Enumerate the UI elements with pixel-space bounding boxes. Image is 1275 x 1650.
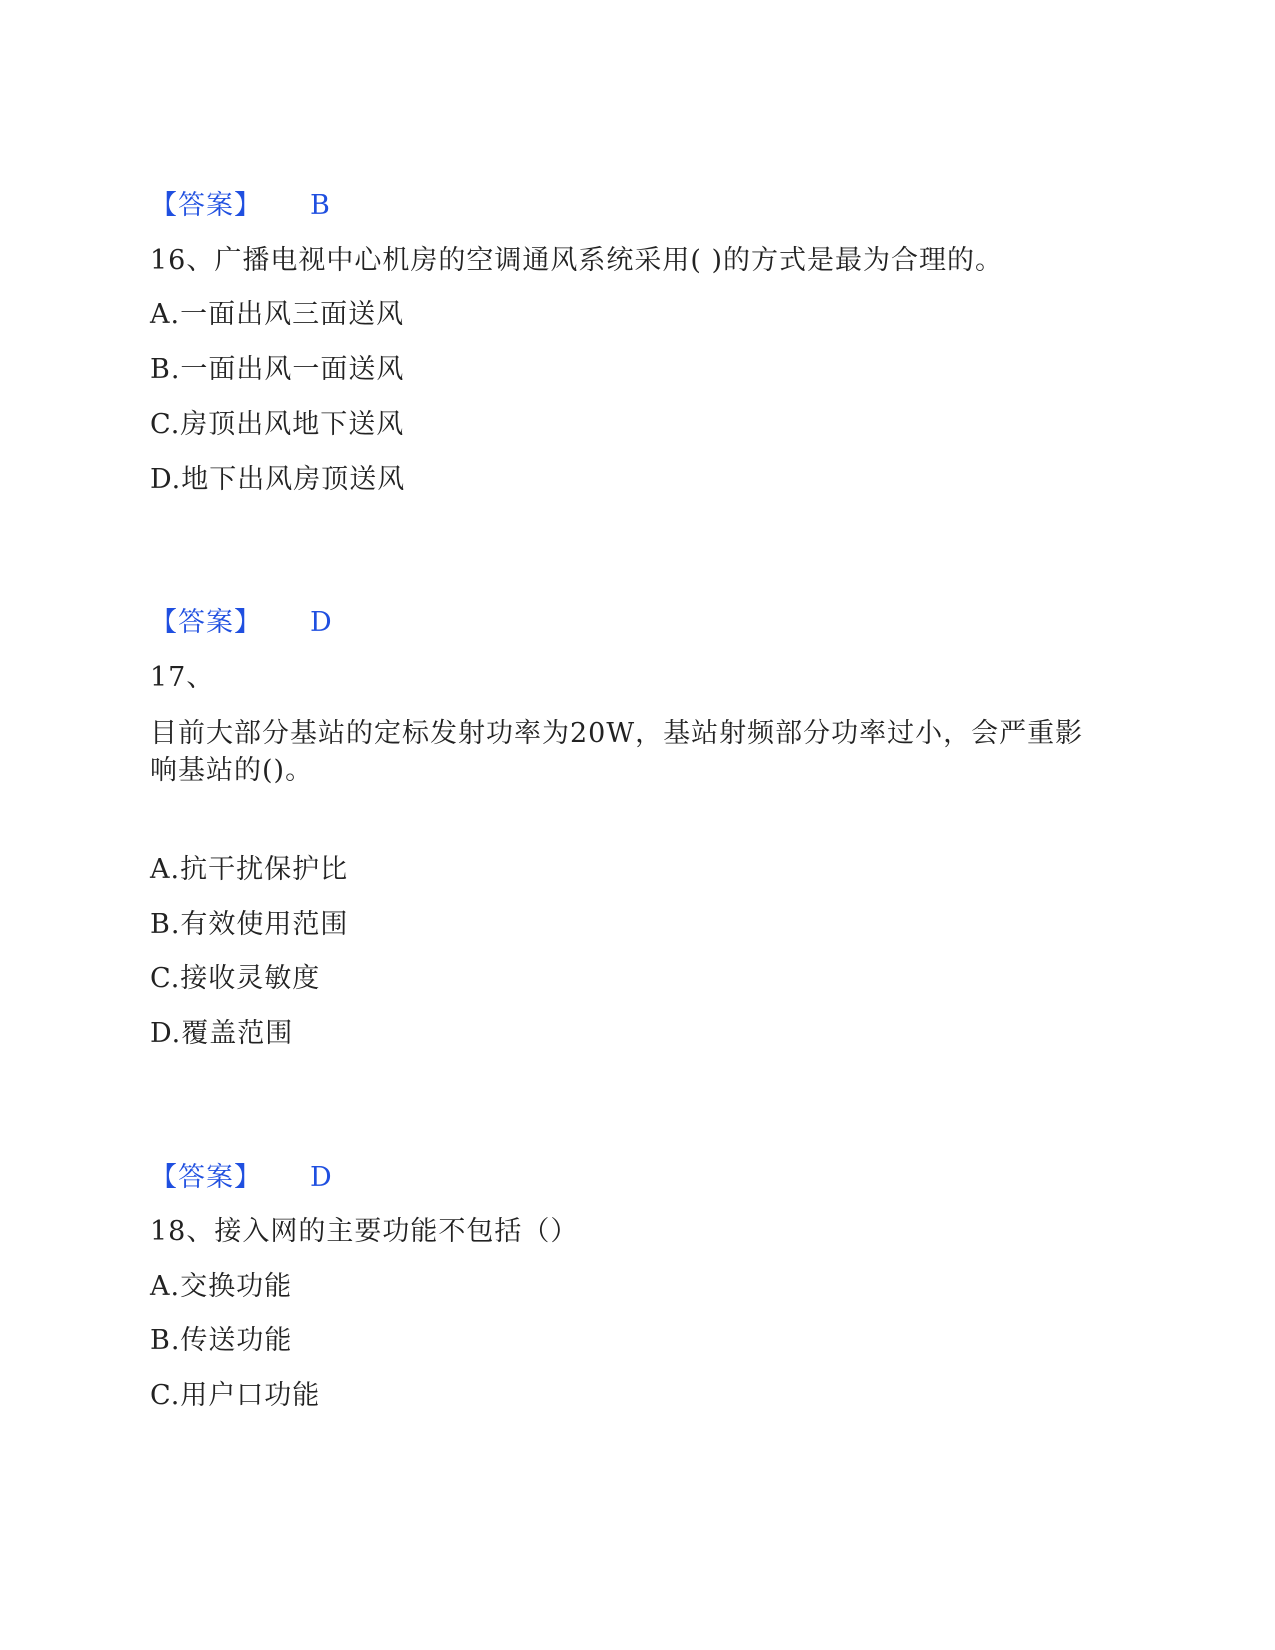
q17-option-a: A.抗干扰保护比: [150, 854, 349, 885]
answer-line-q15: [150, 188, 331, 224]
answer-line-q16: [150, 605, 333, 641]
answer-line-q17: [150, 1160, 333, 1196]
answer-label: 【答案】: [150, 1162, 262, 1193]
q16-option-b: B.一面出风一面送风: [150, 354, 405, 385]
answer-value: D: [310, 1162, 333, 1193]
answer-value: D: [310, 607, 333, 638]
answer-label: 【答案】: [150, 190, 262, 221]
q17-option-c: C.接收灵敏度: [150, 963, 321, 994]
q18-option-c: C.用户口功能: [150, 1380, 321, 1411]
q17-option-b: B.有效使用范围: [150, 909, 349, 940]
question-18-stem: 18、接入网的主要功能不包括（）: [150, 1216, 579, 1247]
question-17-stem: 目前大部分基站的定标发射功率为20W，基站射频部分功率过小，会严重影响基站的()。: [150, 718, 1084, 786]
question-17-number: 17、: [150, 662, 215, 693]
answer-label: 【答案】: [150, 607, 262, 638]
q16-option-a: A.一面出风三面送风: [150, 299, 405, 330]
q18-option-b: B.传送功能: [150, 1325, 293, 1356]
q16-option-c: C.房顶出风地下送风: [150, 409, 405, 440]
q18-option-a: A.交换功能: [150, 1271, 293, 1302]
q16-option-d: D.地下出风房顶送风: [150, 464, 406, 495]
q17-option-d: D.覆盖范围: [150, 1018, 294, 1049]
answer-value: B: [310, 190, 331, 221]
question-16-stem: 16、广播电视中心机房的空调通风系统采用( )的方式是最为合理的。: [150, 245, 1004, 276]
